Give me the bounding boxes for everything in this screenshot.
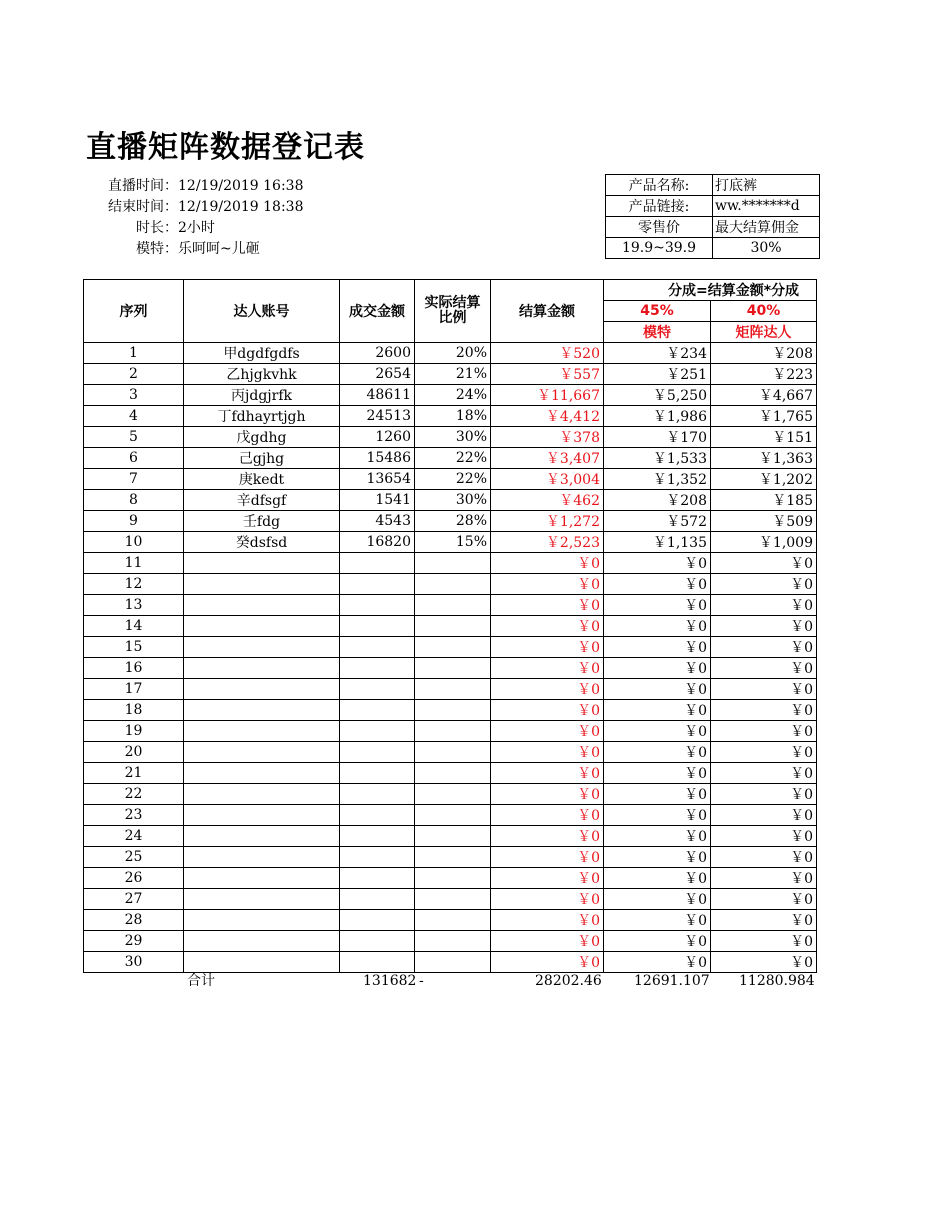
row-deal-cell[interactable]	[340, 721, 415, 742]
table-row	[84, 406, 817, 427]
row-model-cell[interactable]: ￥1,986	[604, 406, 711, 427]
row-seq-cell[interactable]: 23	[84, 805, 184, 826]
row-deal-cell[interactable]: 2654	[340, 364, 415, 385]
row-ratio-cell[interactable]	[415, 574, 491, 595]
row-settle-cell[interactable]: ￥0	[491, 910, 604, 931]
row-account-cell[interactable]	[184, 574, 340, 595]
info-row-duration	[86, 218, 304, 239]
table-row	[84, 553, 817, 574]
row-settle-cell[interactable]: ￥0	[491, 574, 604, 595]
header-model: 模特	[604, 322, 711, 343]
product-name-label: 产品名称:	[606, 175, 713, 196]
row-account-cell[interactable]: 辛dfsgf	[184, 490, 340, 511]
info-value[interactable]: 2小时	[178, 220, 215, 236]
row-matrix-cell[interactable]: ￥0	[711, 637, 817, 658]
row-account-cell[interactable]	[184, 826, 340, 847]
row-model-cell[interactable]: ￥0	[604, 889, 711, 910]
table-row	[84, 721, 817, 742]
row-settle-cell[interactable]: ￥3,004	[491, 469, 604, 490]
row-ratio-cell[interactable]: 18%	[415, 406, 491, 427]
row-seq-cell[interactable]: 8	[84, 490, 184, 511]
row-seq-cell[interactable]: 26	[84, 868, 184, 889]
row-matrix-cell[interactable]: ￥0	[711, 931, 817, 952]
info-label: 时长：	[136, 220, 178, 236]
row-seq-cell[interactable]: 24	[84, 826, 184, 847]
table-row	[84, 595, 817, 616]
row-account-cell[interactable]	[184, 910, 340, 931]
row-account-cell[interactable]	[184, 679, 340, 700]
row-model-cell[interactable]: ￥0	[604, 616, 711, 637]
row-seq-cell[interactable]: 7	[84, 469, 184, 490]
table-row	[84, 763, 817, 784]
row-deal-cell[interactable]: 4543	[340, 511, 415, 532]
row-deal-cell[interactable]	[340, 868, 415, 889]
row-settle-cell[interactable]: ￥2,523	[491, 532, 604, 553]
info-label: 直播时间：	[108, 178, 178, 194]
row-matrix-cell[interactable]: ￥1,765	[711, 406, 817, 427]
row-ratio-cell[interactable]: 22%	[415, 469, 491, 490]
data-table	[83, 279, 817, 973]
row-matrix-cell[interactable]: ￥0	[711, 616, 817, 637]
row-ratio-cell[interactable]: 21%	[415, 364, 491, 385]
row-deal-cell[interactable]	[340, 574, 415, 595]
row-matrix-cell[interactable]: ￥0	[711, 700, 817, 721]
row-seq-cell[interactable]: 15	[84, 637, 184, 658]
row-deal-cell[interactable]	[340, 679, 415, 700]
row-matrix-cell[interactable]: ￥208	[711, 343, 817, 364]
info-label: 结束时间：	[108, 199, 178, 215]
row-ratio-cell[interactable]	[415, 679, 491, 700]
row-ratio-cell[interactable]	[415, 742, 491, 763]
row-account-cell[interactable]: 丁fdhayrtjgh	[184, 406, 340, 427]
row-model-cell[interactable]: ￥234	[604, 343, 711, 364]
row-matrix-cell[interactable]: ￥0	[711, 742, 817, 763]
row-ratio-cell[interactable]	[415, 847, 491, 868]
row-deal-cell[interactable]: 16820	[340, 532, 415, 553]
row-seq-cell[interactable]: 20	[84, 742, 184, 763]
row-matrix-cell[interactable]: ￥509	[711, 511, 817, 532]
row-account-cell[interactable]	[184, 889, 340, 910]
table-row	[84, 847, 817, 868]
page-title: 直播矩阵数据登记表	[86, 130, 365, 165]
info-value[interactable]: 12/19/2019 18:38	[178, 199, 304, 215]
row-matrix-cell[interactable]: ￥0	[711, 826, 817, 847]
row-account-cell[interactable]: 己gjhg	[184, 448, 340, 469]
row-model-cell[interactable]: ￥572	[604, 511, 711, 532]
row-seq-cell[interactable]: 13	[84, 595, 184, 616]
info-row-end	[86, 197, 304, 218]
row-account-cell[interactable]	[184, 616, 340, 637]
row-ratio-cell[interactable]: 30%	[415, 490, 491, 511]
table-row	[84, 658, 817, 679]
header-settle: 结算金额	[491, 280, 604, 343]
row-ratio-cell[interactable]	[415, 700, 491, 721]
row-model-cell[interactable]: ￥0	[604, 658, 711, 679]
table-row	[84, 385, 817, 406]
row-matrix-cell[interactable]: ￥185	[711, 490, 817, 511]
product-info-table	[605, 174, 820, 259]
row-settle-cell[interactable]: ￥557	[491, 364, 604, 385]
row-model-cell[interactable]: ￥0	[604, 931, 711, 952]
info-row-start	[86, 176, 304, 197]
row-settle-cell[interactable]: ￥462	[491, 490, 604, 511]
row-ratio-cell[interactable]	[415, 721, 491, 742]
row-matrix-cell[interactable]: ￥4,667	[711, 385, 817, 406]
header-deal: 成交金额	[340, 280, 415, 343]
row-ratio-cell[interactable]: 15%	[415, 532, 491, 553]
row-seq-cell[interactable]: 25	[84, 847, 184, 868]
row-matrix-cell[interactable]: ￥0	[711, 805, 817, 826]
table-row	[84, 868, 817, 889]
row-seq-cell[interactable]: 16	[84, 658, 184, 679]
row-ratio-cell[interactable]	[415, 784, 491, 805]
row-matrix-cell[interactable]: ￥0	[711, 868, 817, 889]
info-label: 模特：	[136, 241, 178, 257]
row-settle-cell[interactable]: ￥0	[491, 700, 604, 721]
totals-deal: 131682	[363, 973, 417, 989]
row-ratio-cell[interactable]	[415, 595, 491, 616]
table-row	[84, 784, 817, 805]
row-settle-cell[interactable]: ￥520	[491, 343, 604, 364]
row-seq-cell[interactable]: 27	[84, 889, 184, 910]
table-row	[84, 469, 817, 490]
row-model-cell[interactable]: ￥1,352	[604, 469, 711, 490]
price-cell[interactable]: 19.9~39.9	[606, 238, 713, 259]
row-model-cell[interactable]: ￥1,135	[604, 532, 711, 553]
row-matrix-cell[interactable]: ￥0	[711, 910, 817, 931]
row-seq-cell[interactable]: 2	[84, 364, 184, 385]
row-ratio-cell[interactable]	[415, 616, 491, 637]
row-seq-cell[interactable]: 10	[84, 532, 184, 553]
row-account-cell[interactable]: 丙jdgjrfk	[184, 385, 340, 406]
table-row	[84, 742, 817, 763]
table-row	[84, 910, 817, 931]
row-model-cell[interactable]: ￥0	[604, 721, 711, 742]
row-settle-cell[interactable]: ￥0	[491, 721, 604, 742]
row-settle-cell[interactable]: ￥0	[491, 616, 604, 637]
row-model-cell[interactable]: ￥0	[604, 595, 711, 616]
row-seq-cell[interactable]: 1	[84, 343, 184, 364]
row-deal-cell[interactable]: 15486	[340, 448, 415, 469]
table-row	[84, 427, 817, 448]
row-matrix-cell[interactable]: ￥0	[711, 952, 817, 973]
session-info	[86, 176, 304, 260]
row-matrix-cell[interactable]: ￥0	[711, 679, 817, 700]
row-settle-cell[interactable]: ￥0	[491, 763, 604, 784]
row-ratio-cell[interactable]: 30%	[415, 427, 491, 448]
row-model-cell[interactable]: ￥251	[604, 364, 711, 385]
row-ratio-cell[interactable]	[415, 826, 491, 847]
row-deal-cell[interactable]	[340, 826, 415, 847]
row-account-cell[interactable]: 庚kedt	[184, 469, 340, 490]
row-seq-cell[interactable]: 11	[84, 553, 184, 574]
row-model-cell[interactable]: ￥0	[604, 784, 711, 805]
row-matrix-cell[interactable]: ￥0	[711, 574, 817, 595]
row-account-cell[interactable]	[184, 658, 340, 679]
row-account-cell[interactable]	[184, 784, 340, 805]
table-row	[84, 616, 817, 637]
totals-ratio: -	[419, 973, 424, 989]
row-account-cell[interactable]: 戊gdhg	[184, 427, 340, 448]
row-ratio-cell[interactable]	[415, 658, 491, 679]
row-seq-cell[interactable]: 17	[84, 679, 184, 700]
row-deal-cell[interactable]	[340, 889, 415, 910]
row-deal-cell[interactable]	[340, 784, 415, 805]
row-seq-cell[interactable]: 9	[84, 511, 184, 532]
row-model-cell[interactable]: ￥0	[604, 952, 711, 973]
row-matrix-cell[interactable]: ￥0	[711, 763, 817, 784]
row-seq-cell[interactable]: 28	[84, 910, 184, 931]
row-ratio-cell[interactable]	[415, 553, 491, 574]
row-settle-cell[interactable]: ￥0	[491, 658, 604, 679]
row-settle-cell[interactable]: ￥0	[491, 553, 604, 574]
row-settle-cell[interactable]: ￥0	[491, 889, 604, 910]
row-matrix-cell[interactable]: ￥223	[711, 364, 817, 385]
row-matrix-cell[interactable]: ￥151	[711, 427, 817, 448]
row-deal-cell[interactable]	[340, 595, 415, 616]
table-row	[84, 364, 817, 385]
row-matrix-cell[interactable]: ￥1,009	[711, 532, 817, 553]
table-row	[84, 952, 817, 973]
row-ratio-cell[interactable]	[415, 931, 491, 952]
row-ratio-cell[interactable]	[415, 952, 491, 973]
row-account-cell[interactable]	[184, 931, 340, 952]
max-commission-cell[interactable]: 30%	[713, 238, 820, 259]
row-deal-cell[interactable]	[340, 742, 415, 763]
row-model-cell[interactable]: ￥1,533	[604, 448, 711, 469]
table-row	[84, 490, 817, 511]
totals-matrix: 11280.984	[739, 973, 815, 989]
row-model-cell[interactable]: ￥0	[604, 763, 711, 784]
row-deal-cell[interactable]	[340, 553, 415, 574]
row-ratio-cell[interactable]: 20%	[415, 343, 491, 364]
row-deal-cell[interactable]	[340, 763, 415, 784]
row-matrix-cell[interactable]: ￥0	[711, 784, 817, 805]
row-settle-cell[interactable]: ￥0	[491, 679, 604, 700]
row-deal-cell[interactable]: 48611	[340, 385, 415, 406]
row-ratio-cell[interactable]	[415, 763, 491, 784]
price-label: 零售价	[606, 217, 713, 238]
row-deal-cell[interactable]	[340, 805, 415, 826]
row-account-cell[interactable]: 乙hjgkvhk	[184, 364, 340, 385]
row-seq-cell[interactable]: 5	[84, 427, 184, 448]
table-row	[84, 448, 817, 469]
row-model-cell[interactable]: ￥0	[604, 637, 711, 658]
row-model-cell[interactable]: ￥5,250	[604, 385, 711, 406]
row-model-cell[interactable]: ￥0	[604, 826, 711, 847]
row-seq-cell[interactable]: 18	[84, 700, 184, 721]
info-row-model	[86, 239, 304, 260]
totals-model: 12691.107	[634, 973, 710, 989]
totals-label: 合计	[187, 973, 215, 989]
row-seq-cell[interactable]: 19	[84, 721, 184, 742]
table-row	[84, 826, 817, 847]
table-row	[84, 532, 817, 553]
row-deal-cell[interactable]	[340, 658, 415, 679]
row-settle-cell[interactable]: ￥3,407	[491, 448, 604, 469]
row-seq-cell[interactable]: 14	[84, 616, 184, 637]
table-row	[84, 637, 817, 658]
row-model-cell[interactable]: ￥0	[604, 553, 711, 574]
row-model-cell[interactable]: ￥170	[604, 427, 711, 448]
table-row	[84, 805, 817, 826]
row-account-cell[interactable]	[184, 805, 340, 826]
row-matrix-cell[interactable]: ￥1,202	[711, 469, 817, 490]
row-ratio-cell[interactable]: 24%	[415, 385, 491, 406]
row-settle-cell[interactable]: ￥0	[491, 847, 604, 868]
totals-row	[83, 971, 823, 991]
row-model-cell[interactable]: ￥0	[604, 868, 711, 889]
row-settle-cell[interactable]: ￥1,272	[491, 511, 604, 532]
table-row	[84, 343, 817, 364]
header-matrix: 矩阵达人	[711, 322, 817, 343]
row-account-cell[interactable]	[184, 952, 340, 973]
row-ratio-cell[interactable]	[415, 889, 491, 910]
row-matrix-cell[interactable]: ￥0	[711, 889, 817, 910]
row-seq-cell[interactable]: 4	[84, 406, 184, 427]
row-account-cell[interactable]: 壬fdg	[184, 511, 340, 532]
row-seq-cell[interactable]: 21	[84, 763, 184, 784]
header-account: 达人账号	[184, 280, 340, 343]
row-settle-cell[interactable]: ￥0	[491, 637, 604, 658]
row-deal-cell[interactable]	[340, 700, 415, 721]
table-row	[84, 889, 817, 910]
row-account-cell[interactable]: 癸dsfsd	[184, 532, 340, 553]
table-row	[84, 574, 817, 595]
row-account-cell[interactable]	[184, 595, 340, 616]
table-row	[84, 931, 817, 952]
row-matrix-cell[interactable]: ￥0	[711, 595, 817, 616]
row-account-cell[interactable]	[184, 763, 340, 784]
row-seq-cell[interactable]: 30	[84, 952, 184, 973]
header-model-percent: 45%	[604, 301, 711, 322]
row-seq-cell[interactable]: 6	[84, 448, 184, 469]
row-seq-cell[interactable]: 3	[84, 385, 184, 406]
row-settle-cell[interactable]: ￥0	[491, 931, 604, 952]
row-model-cell[interactable]: ￥208	[604, 490, 711, 511]
product-link-cell[interactable]: ww.*******d	[713, 196, 820, 217]
row-settle-cell[interactable]: ￥0	[491, 742, 604, 763]
info-value[interactable]: 12/19/2019 16:38	[178, 178, 304, 194]
row-deal-cell[interactable]: 2600	[340, 343, 415, 364]
row-deal-cell[interactable]	[340, 910, 415, 931]
row-deal-cell[interactable]	[340, 931, 415, 952]
row-ratio-cell[interactable]	[415, 805, 491, 826]
header-split: 分成=结算金额*分成	[604, 280, 817, 301]
row-settle-cell[interactable]: ￥0	[491, 952, 604, 973]
row-account-cell[interactable]: 甲dgdfgdfs	[184, 343, 340, 364]
row-account-cell[interactable]	[184, 742, 340, 763]
totals-settle: 28202.46	[535, 973, 602, 989]
row-ratio-cell[interactable]	[415, 868, 491, 889]
row-model-cell[interactable]: ￥0	[604, 847, 711, 868]
row-settle-cell[interactable]: ￥0	[491, 868, 604, 889]
row-settle-cell[interactable]: ￥0	[491, 784, 604, 805]
row-settle-cell[interactable]: ￥4,412	[491, 406, 604, 427]
row-account-cell[interactable]	[184, 721, 340, 742]
row-deal-cell[interactable]	[340, 637, 415, 658]
row-ratio-cell[interactable]: 22%	[415, 448, 491, 469]
row-account-cell[interactable]	[184, 868, 340, 889]
row-ratio-cell[interactable]	[415, 637, 491, 658]
product-link-label: 产品链接:	[606, 196, 713, 217]
row-deal-cell[interactable]: 1260	[340, 427, 415, 448]
row-matrix-cell[interactable]: ￥0	[711, 721, 817, 742]
row-matrix-cell[interactable]: ￥0	[711, 553, 817, 574]
row-settle-cell[interactable]: ￥0	[491, 826, 604, 847]
row-deal-cell[interactable]	[340, 616, 415, 637]
row-settle-cell[interactable]: ￥378	[491, 427, 604, 448]
row-model-cell[interactable]: ￥0	[604, 805, 711, 826]
header-seq: 序列	[84, 280, 184, 343]
row-deal-cell[interactable]	[340, 847, 415, 868]
row-seq-cell[interactable]: 22	[84, 784, 184, 805]
header-matrix-percent: 40%	[711, 301, 817, 322]
row-matrix-cell[interactable]: ￥0	[711, 847, 817, 868]
row-deal-cell[interactable]: 13654	[340, 469, 415, 490]
row-settle-cell[interactable]: ￥11,667	[491, 385, 604, 406]
row-deal-cell[interactable]	[340, 952, 415, 973]
row-model-cell[interactable]: ￥0	[604, 910, 711, 931]
table-row	[84, 679, 817, 700]
product-name-cell[interactable]: 打底裤	[713, 175, 820, 196]
header-ratio: 实际结算比例	[415, 280, 491, 343]
row-matrix-cell[interactable]: ￥0	[711, 658, 817, 679]
row-model-cell[interactable]: ￥0	[604, 700, 711, 721]
row-seq-cell[interactable]: 12	[84, 574, 184, 595]
table-row	[84, 700, 817, 721]
row-model-cell[interactable]: ￥0	[604, 574, 711, 595]
row-model-cell[interactable]: ￥0	[604, 679, 711, 700]
row-model-cell[interactable]: ￥0	[604, 742, 711, 763]
table-row	[84, 511, 817, 532]
row-account-cell[interactable]	[184, 637, 340, 658]
row-ratio-cell[interactable]: 28%	[415, 511, 491, 532]
row-account-cell[interactable]	[184, 553, 340, 574]
row-account-cell[interactable]	[184, 700, 340, 721]
row-matrix-cell[interactable]: ￥1,363	[711, 448, 817, 469]
row-deal-cell[interactable]: 24513	[340, 406, 415, 427]
info-value[interactable]: 乐呵呵~儿砸	[178, 241, 260, 257]
row-ratio-cell[interactable]	[415, 910, 491, 931]
row-settle-cell[interactable]: ￥0	[491, 595, 604, 616]
row-deal-cell[interactable]: 1541	[340, 490, 415, 511]
row-account-cell[interactable]	[184, 847, 340, 868]
row-seq-cell[interactable]: 29	[84, 931, 184, 952]
row-settle-cell[interactable]: ￥0	[491, 805, 604, 826]
max-commission-label: 最大结算佣金	[713, 217, 820, 238]
